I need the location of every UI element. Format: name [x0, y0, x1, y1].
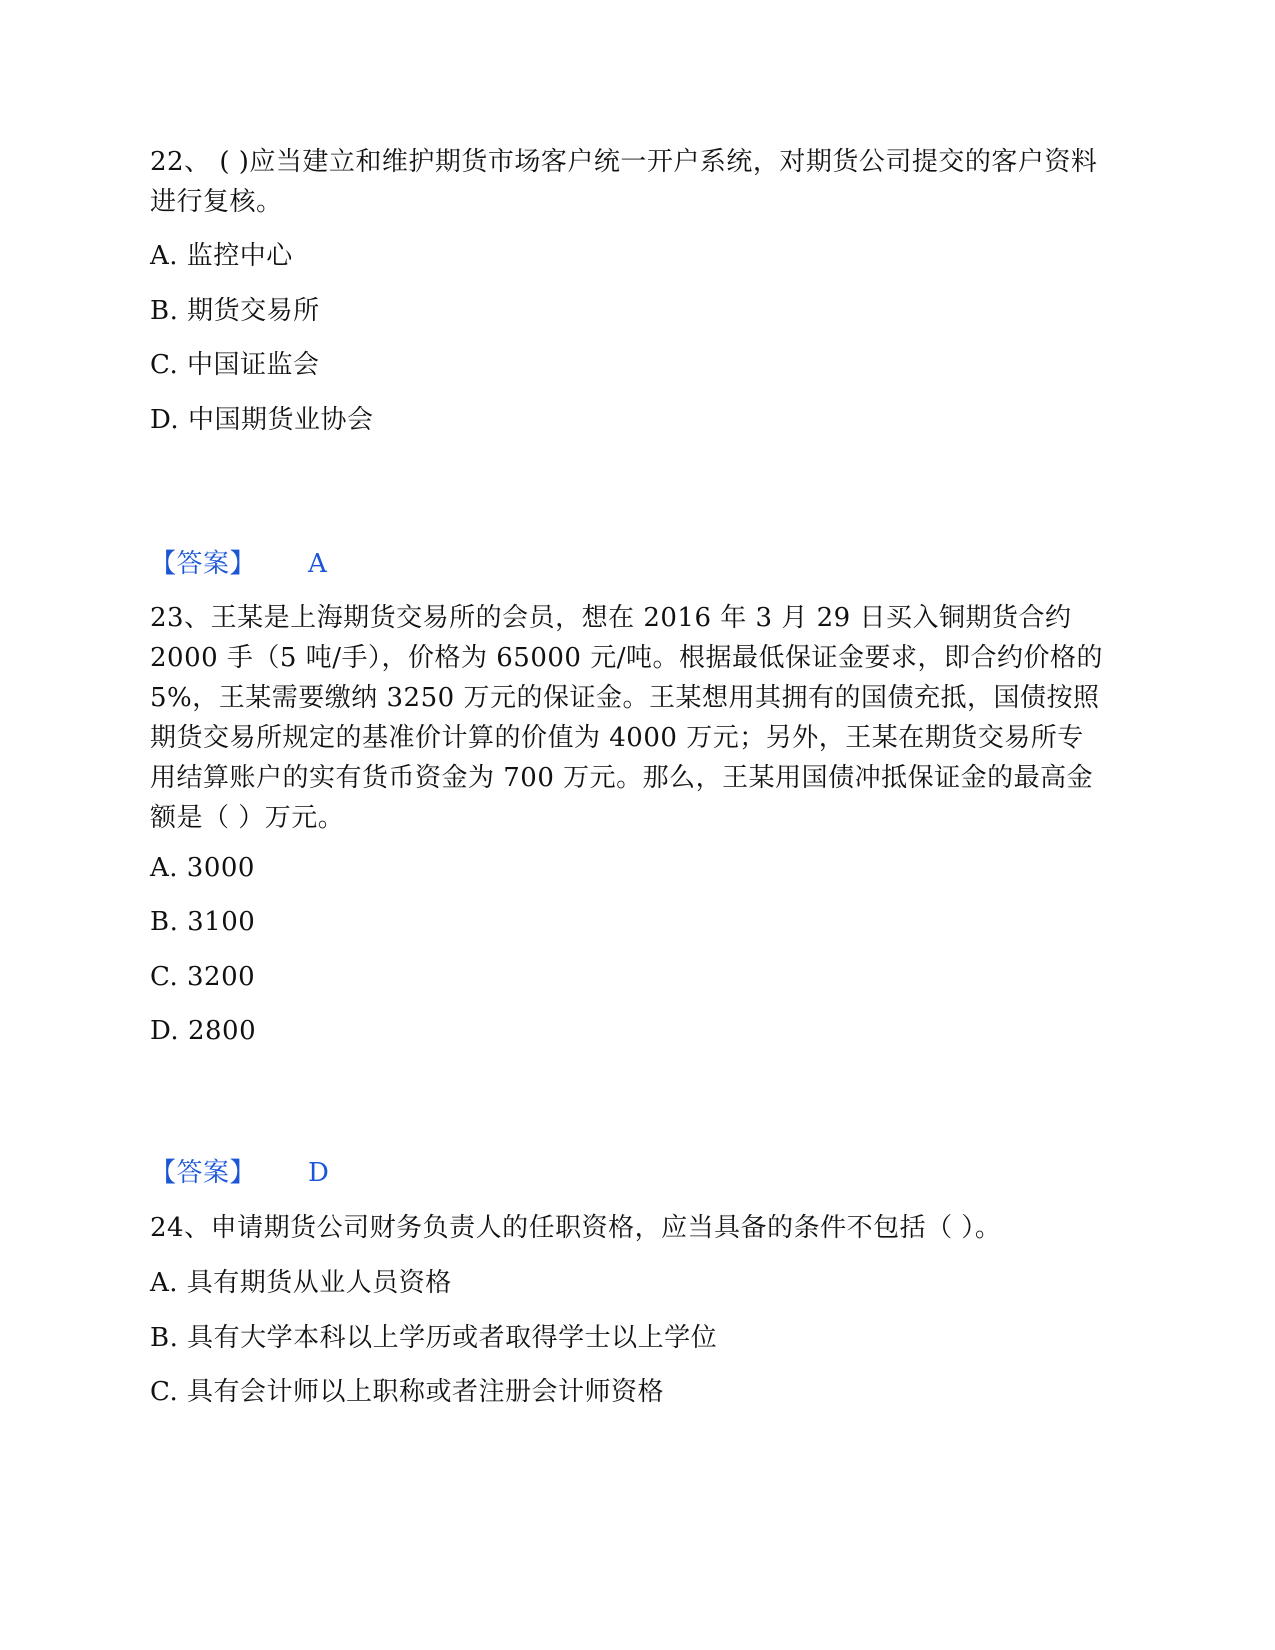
- answer-line: [150, 1153, 329, 1193]
- question-stem: 23、王某是上海期货交易所的会员，想在 2016 年 3 月 29 日买入铜期货合约 2000 手（5 吨/手），价格为 65000 元/吨。根据最低保证金要求，即合约价格的 5%，王某需要缴纳 3250 万元的保证金。王某想用其拥有的国债充抵，国债按照期货交易所规定的基准价计算的价值为 4000 万元；另外，王某在期货交易所专用结算账户的实有货币资金为 700 万元。那么，王某用国债冲抵保证金的最高金额是（ ）万元。: [150, 603, 1103, 833]
- answer-value: A: [308, 549, 328, 579]
- answer-tag: 【答案】: [150, 549, 257, 579]
- option-d: D. 2800: [150, 1016, 257, 1046]
- option-b: B. 具有大学本科以上学历或者取得学士以上学位: [150, 1323, 718, 1353]
- option-c: C. 中国证监会: [150, 350, 320, 380]
- option-c: C. 具有会计师以上职称或者注册会计师资格: [150, 1377, 664, 1407]
- answer-value: D: [308, 1158, 330, 1188]
- option-d: D. 中国期货业协会: [150, 405, 374, 435]
- answer-tag: 【答案】: [150, 1158, 257, 1188]
- question-stem: 22、 ( )应当建立和维护期货市场客户统一开户系统，对期货公司提交的客户资料进行复核。: [150, 147, 1098, 217]
- option-a: A. 具有期货从业人员资格: [150, 1268, 452, 1298]
- question-stem: 24、申请期货公司财务负责人的任职资格，应当具备的条件不包括（ ）。: [150, 1213, 1002, 1243]
- question-23: [150, 598, 1110, 1046]
- option-a: A. 监控中心: [150, 241, 293, 271]
- option-b: B. 3100: [150, 907, 256, 937]
- option-c: C. 3200: [150, 962, 256, 992]
- question-24: [150, 1208, 1110, 1407]
- answer-line: [150, 544, 327, 584]
- option-a: A. 3000: [150, 853, 255, 883]
- question-22: [150, 142, 1110, 435]
- option-b: B. 期货交易所: [150, 296, 320, 326]
